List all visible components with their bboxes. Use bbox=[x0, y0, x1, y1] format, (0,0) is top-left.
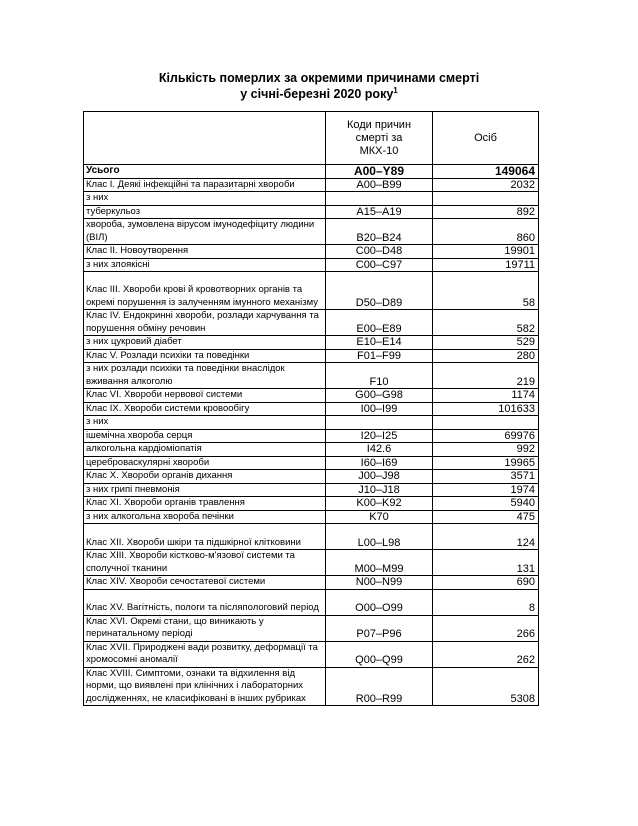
icd-code: P07–P96 bbox=[326, 615, 433, 641]
persons-count: 219 bbox=[433, 363, 539, 389]
table-row bbox=[84, 349, 539, 363]
cause-label: хвороба, зумовлена вірусом імунодефіциту людини (ВІЛ) bbox=[84, 219, 326, 245]
persons-count: 19901 bbox=[433, 245, 539, 259]
icd-code: F01–F99 bbox=[326, 349, 433, 363]
icd-code: K70 bbox=[326, 510, 433, 524]
cause-label: Клас V. Розлади психіки та поведінки bbox=[84, 349, 326, 363]
table-row bbox=[84, 524, 539, 550]
icd-code: O00–O99 bbox=[326, 589, 433, 615]
persons-count bbox=[433, 416, 539, 430]
icd-code: L00–L98 bbox=[326, 524, 433, 550]
table-row bbox=[84, 272, 539, 310]
icd-code: C00–D48 bbox=[326, 245, 433, 259]
cause-label: Клас IV. Ендокринні хвороби, розлади харчування та порушення обміну речовин bbox=[84, 310, 326, 336]
table-header-row bbox=[84, 112, 539, 165]
cause-label: з них bbox=[84, 192, 326, 206]
cause-label: Клас XIII. Хвороби кістково-м'язової системи та сполучної тканини bbox=[84, 550, 326, 576]
persons-count: 582 bbox=[433, 310, 539, 336]
persons-count: 8 bbox=[433, 589, 539, 615]
persons-count: 992 bbox=[433, 443, 539, 457]
icd-code: R00–R99 bbox=[326, 667, 433, 706]
header-codes: Коди причин смерті за МКХ-10 bbox=[326, 112, 433, 165]
icd-code: G00–G98 bbox=[326, 389, 433, 403]
icd-code: F10 bbox=[326, 363, 433, 389]
cause-label: Клас XVII. Природжені вади розвитку, деформації та хромосомні аномалії bbox=[84, 641, 326, 667]
cause-label: з них злоякісні bbox=[84, 258, 326, 272]
table-row bbox=[84, 178, 539, 192]
header-persons: Осіб bbox=[433, 112, 539, 165]
table-row bbox=[84, 363, 539, 389]
cause-label: Клас II. Новоутворення bbox=[84, 245, 326, 259]
table-row bbox=[84, 641, 539, 667]
persons-count: 124 bbox=[433, 524, 539, 550]
cause-label: Клас XII. Хвороби шкіри та підшкірної клітковини bbox=[84, 524, 326, 550]
table-row bbox=[84, 205, 539, 219]
cause-label: Клас X. Хвороби органів дихання bbox=[84, 470, 326, 484]
title-line-2-text: у січні-березні 2020 року bbox=[240, 87, 394, 101]
icd-code: C00–C97 bbox=[326, 258, 433, 272]
persons-count: 149064 bbox=[433, 165, 539, 179]
table-row bbox=[84, 510, 539, 524]
icd-code bbox=[326, 192, 433, 206]
cause-label: Клас XV. Вагітність, пологи та післяпологовий період bbox=[84, 589, 326, 615]
table-row bbox=[84, 589, 539, 615]
icd-code: M00–M99 bbox=[326, 550, 433, 576]
cause-label: алкогольна кардіоміопатія bbox=[84, 443, 326, 457]
persons-count: 5940 bbox=[433, 497, 539, 511]
cause-label: Усього bbox=[84, 165, 326, 179]
icd-code bbox=[326, 416, 433, 430]
cause-label: з них цукровий діабет bbox=[84, 336, 326, 350]
cause-label: з них алкогольна хвороба печінки bbox=[84, 510, 326, 524]
table-row bbox=[84, 389, 539, 403]
table-row bbox=[84, 483, 539, 497]
table-row bbox=[84, 245, 539, 259]
table-row bbox=[84, 310, 539, 336]
persons-count: 280 bbox=[433, 349, 539, 363]
header-empty-cell bbox=[84, 112, 326, 165]
persons-count: 892 bbox=[433, 205, 539, 219]
table-row bbox=[84, 615, 539, 641]
table-row bbox=[84, 402, 539, 416]
persons-count: 19965 bbox=[433, 456, 539, 470]
cause-label: цереброваскулярні хвороби bbox=[84, 456, 326, 470]
document-title bbox=[0, 70, 638, 102]
title-line-2 bbox=[0, 86, 638, 102]
cause-label: Клас IX. Хвороби системи кровообігу bbox=[84, 402, 326, 416]
table-row bbox=[84, 258, 539, 272]
persons-count: 5308 bbox=[433, 667, 539, 706]
cause-label: ішемічна хвороба серця bbox=[84, 429, 326, 443]
table-row bbox=[84, 192, 539, 206]
persons-count: 266 bbox=[433, 615, 539, 641]
persons-count: 69976 bbox=[433, 429, 539, 443]
persons-count: 1974 bbox=[433, 483, 539, 497]
icd-code: I20–I25 bbox=[326, 429, 433, 443]
table-row bbox=[84, 667, 539, 706]
persons-count: 529 bbox=[433, 336, 539, 350]
cause-label: Клас III. Хвороби крові й кровотворних органів та окремі порушення із залученням імунного механізму bbox=[84, 272, 326, 310]
icd-code: B20–B24 bbox=[326, 219, 433, 245]
icd-code: A00–Y89 bbox=[326, 165, 433, 179]
persons-count: 2032 bbox=[433, 178, 539, 192]
table-row bbox=[84, 443, 539, 457]
table-row bbox=[84, 456, 539, 470]
table-row bbox=[84, 165, 539, 179]
icd-code: A15–A19 bbox=[326, 205, 433, 219]
icd-code: K00–K92 bbox=[326, 497, 433, 511]
persons-count: 475 bbox=[433, 510, 539, 524]
icd-code: Q00–Q99 bbox=[326, 641, 433, 667]
table-row bbox=[84, 470, 539, 484]
icd-code: I60–I69 bbox=[326, 456, 433, 470]
persons-count: 58 bbox=[433, 272, 539, 310]
icd-code: J10–J18 bbox=[326, 483, 433, 497]
deaths-table-body bbox=[84, 112, 539, 706]
table-row bbox=[84, 550, 539, 576]
icd-code: I42.6 bbox=[326, 443, 433, 457]
cause-label: Клас XVI. Окремі стани, що виникають у перинатальному періоді bbox=[84, 615, 326, 641]
icd-code: D50–D89 bbox=[326, 272, 433, 310]
table-row bbox=[84, 416, 539, 430]
persons-count: 131 bbox=[433, 550, 539, 576]
cause-label: Клас XIV. Хвороби сечостатевої системи bbox=[84, 576, 326, 590]
icd-code: E10–E14 bbox=[326, 336, 433, 350]
table-row bbox=[84, 497, 539, 511]
table-row bbox=[84, 219, 539, 245]
cause-label: з них грипі пневмонія bbox=[84, 483, 326, 497]
cause-label: Клас XVIII. Симптоми, ознаки та відхилення від норми, що виявлені при клінічних і лабораторних дослідженнях, не класифіковані в інших рубриках bbox=[84, 667, 326, 706]
deaths-table bbox=[83, 111, 539, 706]
cause-label: з них розлади психіки та поведінки внаслідок вживання алкоголю bbox=[84, 363, 326, 389]
footnote-mark: 1 bbox=[393, 85, 398, 95]
table-row bbox=[84, 576, 539, 590]
persons-count: 3571 bbox=[433, 470, 539, 484]
icd-code: E00–E89 bbox=[326, 310, 433, 336]
persons-count bbox=[433, 192, 539, 206]
table-row bbox=[84, 429, 539, 443]
persons-count: 19711 bbox=[433, 258, 539, 272]
persons-count: 101633 bbox=[433, 402, 539, 416]
cause-label: з них bbox=[84, 416, 326, 430]
icd-code: N00–N99 bbox=[326, 576, 433, 590]
title-line-1: Кількість померлих за окремими причинами смерті bbox=[158, 71, 480, 85]
cause-label: Клас VI. Хвороби нервової системи bbox=[84, 389, 326, 403]
icd-code: A00–B99 bbox=[326, 178, 433, 192]
cause-label: туберкульоз bbox=[84, 205, 326, 219]
icd-code: J00–J98 bbox=[326, 470, 433, 484]
cause-label: Клас I. Деякі інфекційні та паразитарні хвороби bbox=[84, 178, 326, 192]
persons-count: 262 bbox=[433, 641, 539, 667]
persons-count: 1174 bbox=[433, 389, 539, 403]
table-row bbox=[84, 336, 539, 350]
icd-code: I00–I99 bbox=[326, 402, 433, 416]
cause-label: Клас XI. Хвороби органів травлення bbox=[84, 497, 326, 511]
persons-count: 860 bbox=[433, 219, 539, 245]
persons-count: 690 bbox=[433, 576, 539, 590]
